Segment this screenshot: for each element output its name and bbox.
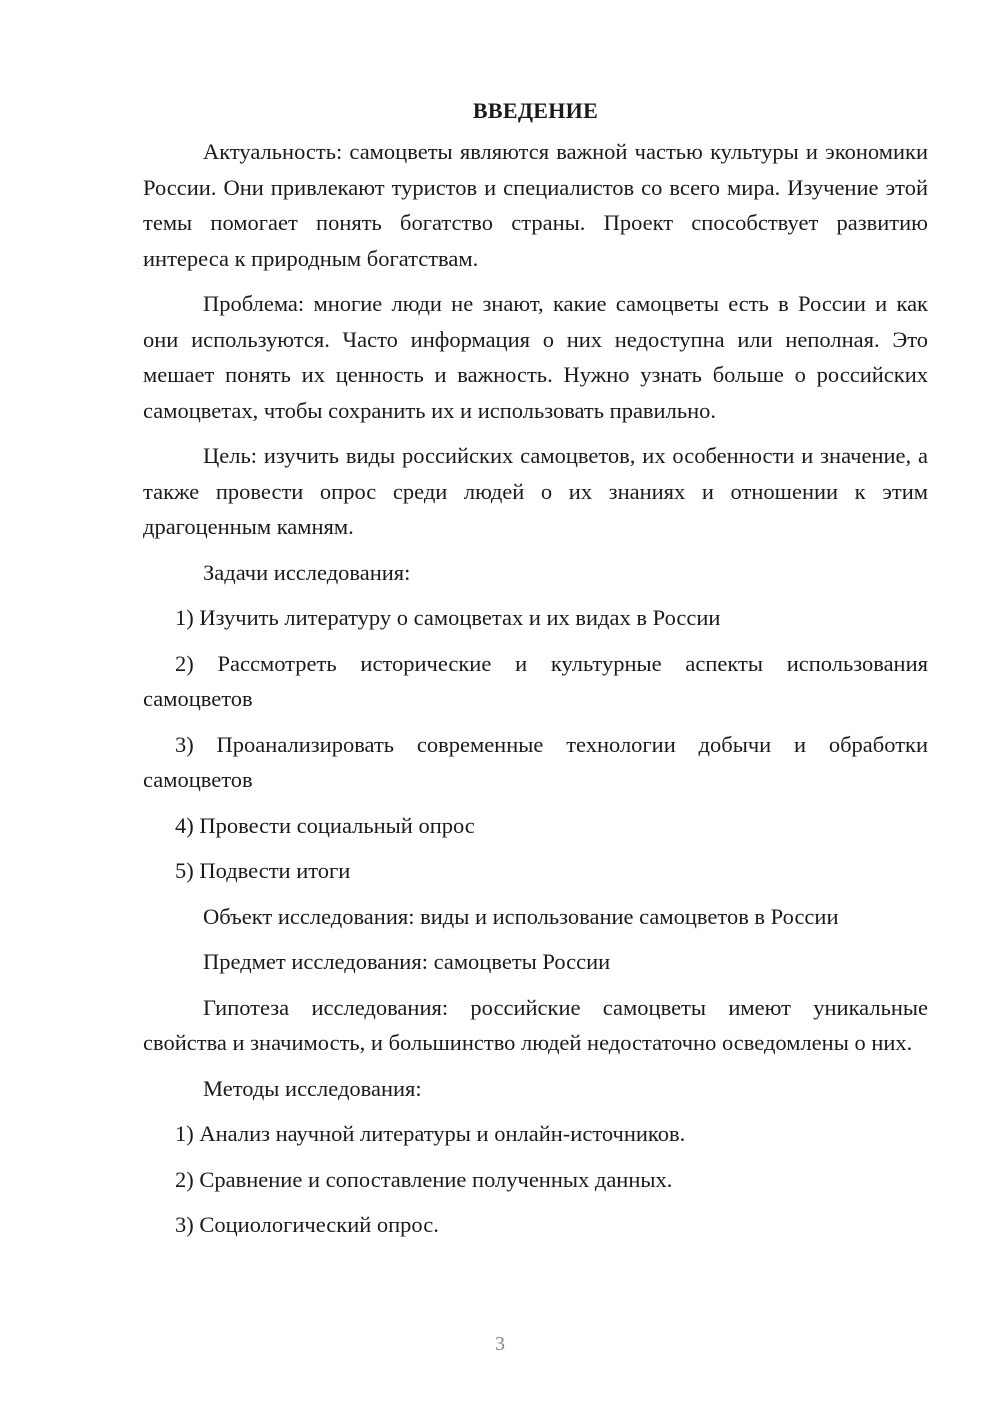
research-subject: Предмет исследования: самоцветы России bbox=[203, 949, 611, 974]
hypothesis-paragraph: Гипотеза исследования: российские самоцветы имеют уникальные свойства и значимость, и большинство людей недостаточно осведомлены о них. bbox=[143, 994, 928, 1055]
method-item: 1) Анализ научной литературы и онлайн-источников. bbox=[175, 1121, 686, 1146]
research-object: Объект исследования: виды и использование самоцветов в России bbox=[203, 903, 839, 929]
methods-heading: Методы исследования: bbox=[203, 1075, 422, 1101]
section-heading: ВВЕДЕНИЕ bbox=[472, 98, 599, 123]
task-item: 2) Рассмотреть исторические и культурные аспекты использования самоцветов bbox=[143, 650, 928, 711]
task-item: 4) Провести социальный опрос bbox=[175, 812, 475, 838]
method-item: 2) Сравнение и сопоставление полученных данных. bbox=[175, 1166, 673, 1192]
tasks-heading: Задачи исследования: bbox=[203, 559, 411, 585]
method-item: 3) Социологический опрос. bbox=[175, 1212, 439, 1237]
task-item: 1) Изучить литературу о самоцветах и их видах в России bbox=[175, 605, 721, 630]
problem-paragraph: Проблема: многие люди не знают, какие самоцветы есть в России и как они используются. Часто информация о них недоступна или неполная. Это мешает понять их ценность и важность. Нужно узнать больше о российских самоцветах, чтобы сохранить их и использовать правильно. bbox=[143, 291, 928, 423]
goal-paragraph: Цель: изучить виды российских самоцветов, их особенности и значение, а также провести опрос среди людей о их знаниях и отношении к этим драгоценным камням. bbox=[143, 443, 928, 539]
task-item: 3) Проанализировать современные технологии добычи и обработки самоцветов bbox=[143, 731, 928, 792]
task-item: 5) Подвести итоги bbox=[175, 858, 351, 883]
relevance-paragraph: Актуальность: самоцветы являются важной частью культуры и экономики России. Они привлекают туристов и специалистов со всего мира. Изучение этой темы помогает понять богатство страны. Проект способствует развитию интереса к природным богатствам. bbox=[143, 139, 928, 271]
document-page bbox=[143, 96, 928, 1253]
page-number: 3 bbox=[495, 1333, 505, 1355]
